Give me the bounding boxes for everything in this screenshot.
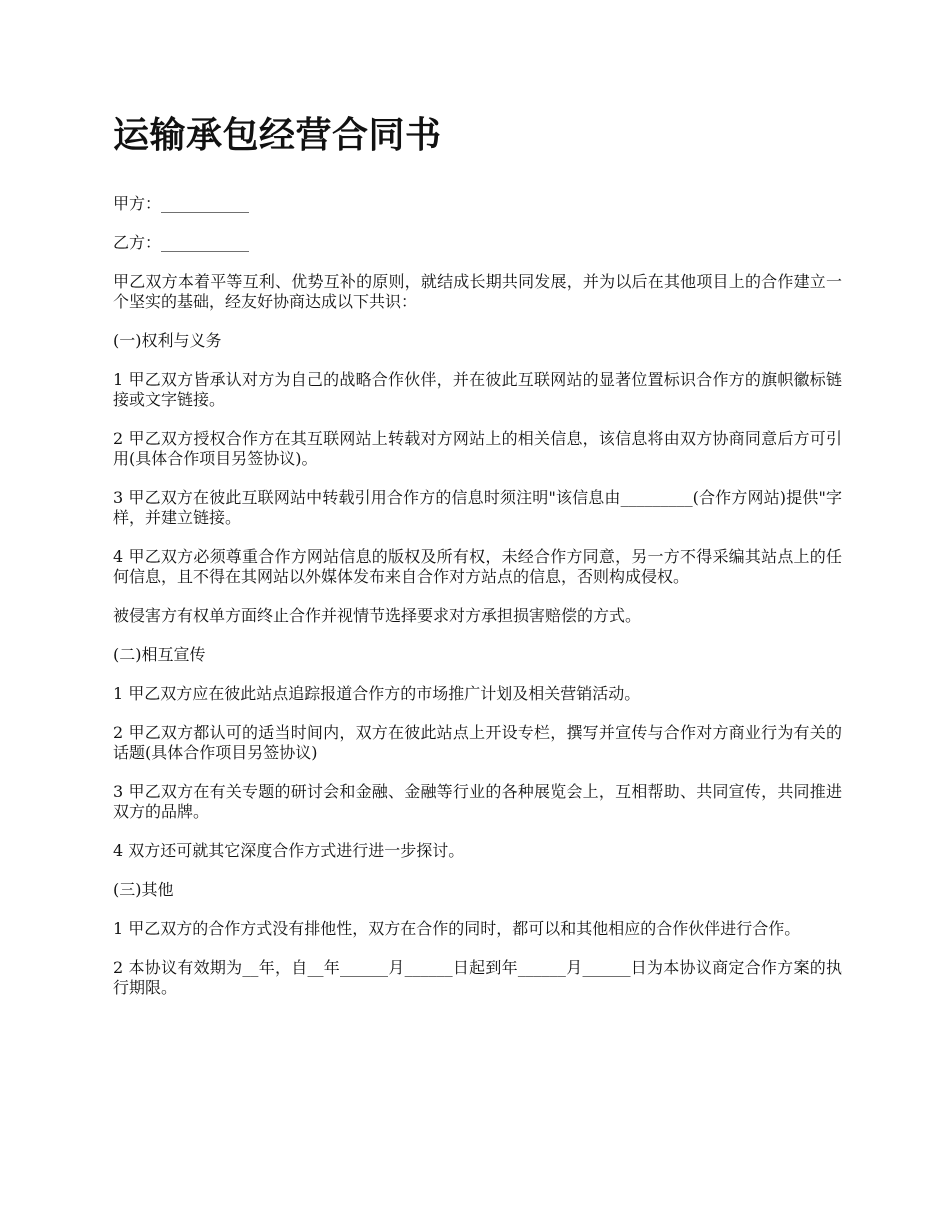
rights-note: 被侵害方有权单方面终止合作并视情节选择要求对方承担损害赔偿的方式。	[113, 606, 642, 625]
rights-clause-1: 1 甲乙双方皆承认对方为自己的战略合作伙伴，并在彼此互联网站的显著位置标识合作方的旗帜徽标链接或文字链接。	[113, 370, 842, 409]
rights-clause-3: 3 甲乙双方在彼此互联网站中转载引用合作方的信息时须注明"该信息由_________(合作方网站)提供"字样，并建立链接。	[113, 488, 842, 527]
rights-clause-4: 4 甲乙双方必须尊重合作方网站信息的版权及所有权，未经合作方同意，另一方不得采编其站点上的任何信息，且不得在其网站以外媒体发布来自合作对方站点的信息，否则构成侵权。	[113, 547, 842, 586]
intro-paragraph: 甲乙双方本着平等互利、优势互补的原则，就结成长期共同发展，并为以后在其他项目上的合作建立一个坚实的基础，经友好协商达成以下共识：	[113, 272, 842, 311]
promotion-clause-3: 3 甲乙双方在有关专题的研讨会和金融、金融等行业的各种展览会上，互相帮助、共同宣传，共同推进双方的品牌。	[113, 782, 842, 821]
other-clause-2: 2 本协议有效期为__年，自__年______月______日起到年______月______日为本协议商定合作方案的执行期限。	[113, 958, 842, 997]
other-clause-1: 1 甲乙双方的合作方式没有排他性，双方在合作的同时，都可以和其他相应的合作伙伴进行合作。	[113, 919, 801, 938]
party-a-line: 甲方：___________	[113, 194, 250, 213]
promotion-clause-2: 2 甲乙双方都认可的适当时间内，双方在彼此站点上开设专栏，撰写并宣传与合作对方商业行为有关的话题(具体合作项目另签协议)	[113, 723, 842, 762]
promotion-clause-4: 4 双方还可就其它深度合作方式进行进一步探讨。	[113, 841, 465, 860]
party-b-line: 乙方：___________	[113, 233, 250, 252]
document-title: 运输承包经营合同书	[113, 115, 442, 156]
rights-clause-2: 2 甲乙双方授权合作方在其互联网站上转载对方网站上的相关信息，该信息将由双方协商同意后方可引用(具体合作项目另签协议)。	[113, 429, 842, 468]
section-heading-promotion: (二)相互宣传	[113, 645, 206, 664]
promotion-clause-1: 1 甲乙双方应在彼此站点追踪报道合作方的市场推广计划及相关营销活动。	[113, 684, 641, 703]
section-heading-other: (三)其他	[113, 880, 174, 899]
section-heading-rights: (一)权利与义务	[113, 331, 222, 350]
